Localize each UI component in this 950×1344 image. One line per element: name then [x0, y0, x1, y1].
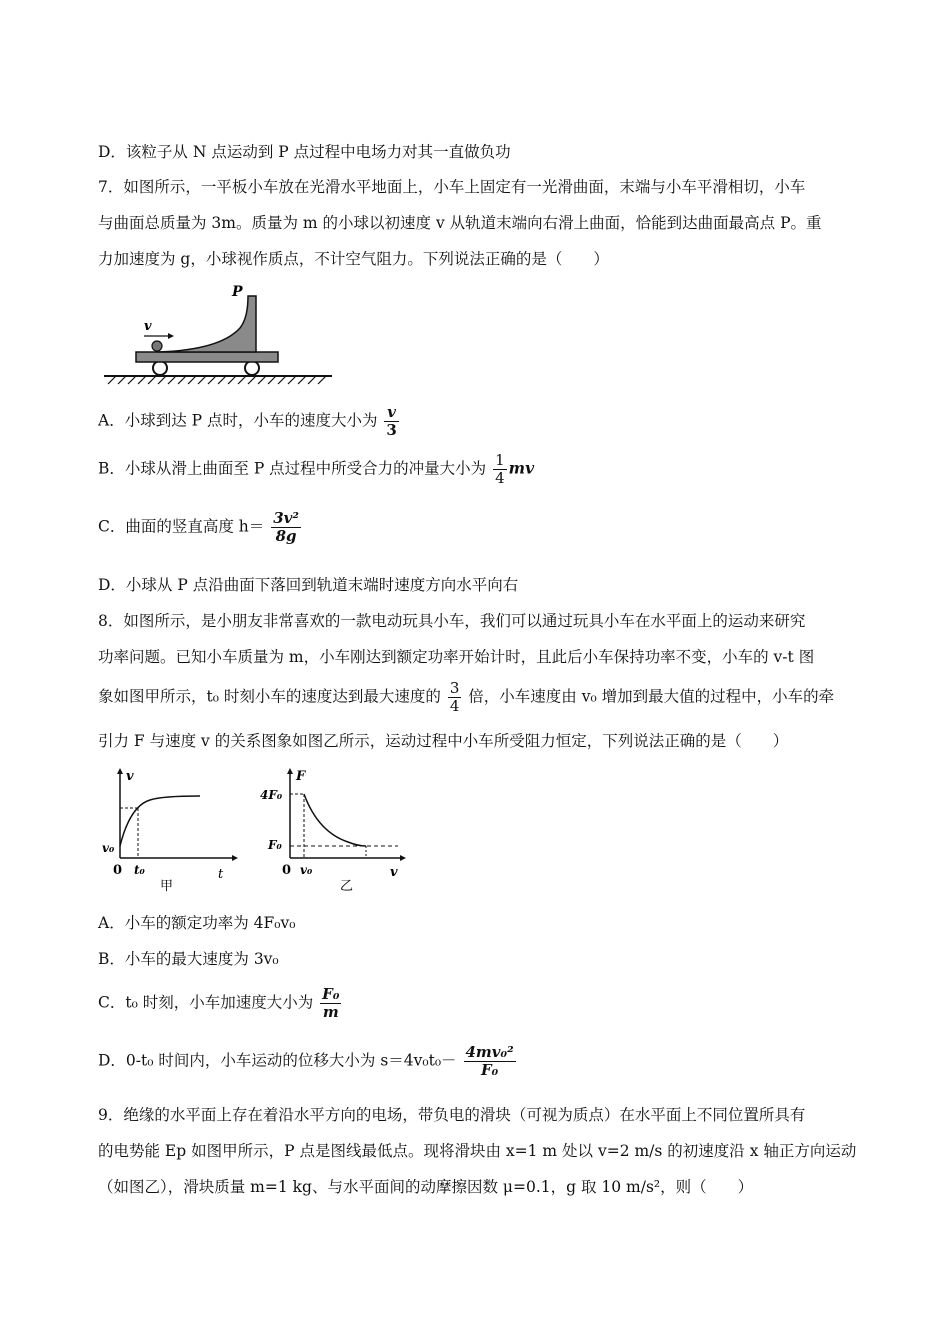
- q7-option-b: B．小球从滑上曲面至 P 点过程中所受合力的冲量大小为 $\frac{1}{4}$ mv: [98, 451, 535, 487]
- yi-axis-v: v: [390, 865, 398, 880]
- jia-axis-v: v: [126, 769, 134, 784]
- q7-stem-line1: 7．如图所示，一平板小车放在光滑水平地面上，小车上固定有一光滑曲面，末端与小车平滑相切，小车: [98, 178, 806, 196]
- q8-stem-line1: 8．如图所示，是小朋友非常喜欢的一款电动玩具小车，我们可以通过玩具小车在水平面上的运动来研究: [98, 612, 806, 630]
- yi-caption: 乙: [340, 879, 354, 894]
- q8-stem-line4: 引力 F 与速度 v 的关系图象如图乙所示，运动过程中小车所受阻力恒定，下列说法正确的是（ ）: [98, 732, 789, 750]
- yi-axis-f: F: [296, 769, 306, 784]
- q7-option-d: D．小球从 P 点沿曲面下落回到轨道末端时速度方向水平向右: [98, 576, 519, 594]
- cart-figure: [100, 282, 340, 386]
- yi-origin: 0: [282, 863, 292, 878]
- graph-yi: [258, 766, 408, 894]
- jia-caption: 甲: [160, 879, 174, 894]
- q8-option-a: A．小车的额定功率为 4F₀v₀: [98, 914, 296, 932]
- jia-tick-v0: v₀: [102, 841, 115, 855]
- cart-label-p: P: [232, 284, 243, 300]
- q7-option-a: A．小球到达 P 点时，小车的速度大小为 $\frac{v}{3}$: [98, 403, 397, 439]
- q7-option-c: C．曲面的竖直高度 h＝ $\frac{\text{3v²}}{8g}$: [98, 509, 299, 545]
- q8-stem-line2: 功率问题。已知小车质量为 m，小车刚达到额定功率开始计时，且此后小车保持功率不变，小车的 v-t 图: [98, 648, 815, 666]
- q8-option-c: C．t₀ 时刻，小车加速度大小为 $\frac{\text{F₀}}{m}$: [98, 985, 340, 1021]
- jia-axis-t: t: [218, 867, 224, 882]
- q8-stem-line3: 象如图甲所示，t₀ 时刻小车的速度达到最大速度的 $\frac{3}{4}$ 倍，小车速度由 v₀ 增加到最大值的过程中，小车的牵: [98, 679, 835, 715]
- yi-tick-f0: F₀: [268, 838, 282, 852]
- q7-stem-line3: 力加速度为 g，小球视作质点，不计空气阻力。下列说法正确的是（ ）: [98, 250, 609, 268]
- q7-stem-line2: 与曲面总质量为 3m。质量为 m 的小球以初速度 v 从轨道末端向右滑上曲面，恰能到达曲面最高点 P。重: [98, 214, 822, 232]
- q6-option-d: D．该粒子从 N 点运动到 P 点过程中电场力对其一直做负功: [98, 143, 511, 161]
- q9-stem-line2: 的电势能 Ep 如图甲所示，P 点是图线最低点。现将滑块由 x=1 m 处以 v=2 m/s 的初速度沿 x 轴正方向运动: [98, 1142, 857, 1160]
- q8-option-b: B．小车的最大速度为 3v₀: [98, 950, 279, 968]
- q9-stem-line3: （如图乙），滑块质量 m=1 kg、与水平面间的动摩擦因数 μ=0.1，g 取 10 m/s²，则（ ）: [98, 1178, 754, 1196]
- jia-origin: 0: [113, 863, 123, 878]
- jia-tick-t0: t₀: [134, 863, 145, 877]
- q8-option-d: D．0-t₀ 时间内，小车运动的位移大小为 s＝4v₀t₀－ $\frac{\text{4mv₀²}}{\text{F₀}}$: [98, 1043, 514, 1079]
- yi-tick-v0: v₀: [300, 863, 313, 877]
- graph-jia: [100, 766, 240, 894]
- cart-label-v: v: [144, 319, 152, 334]
- yi-tick-4f0: 4F₀: [260, 788, 283, 802]
- q9-stem-line1: 9．绝缘的水平面上存在着沿水平方向的电场，带负电的滑块（可视为质点）在水平面上不同位置所具有: [98, 1106, 806, 1124]
